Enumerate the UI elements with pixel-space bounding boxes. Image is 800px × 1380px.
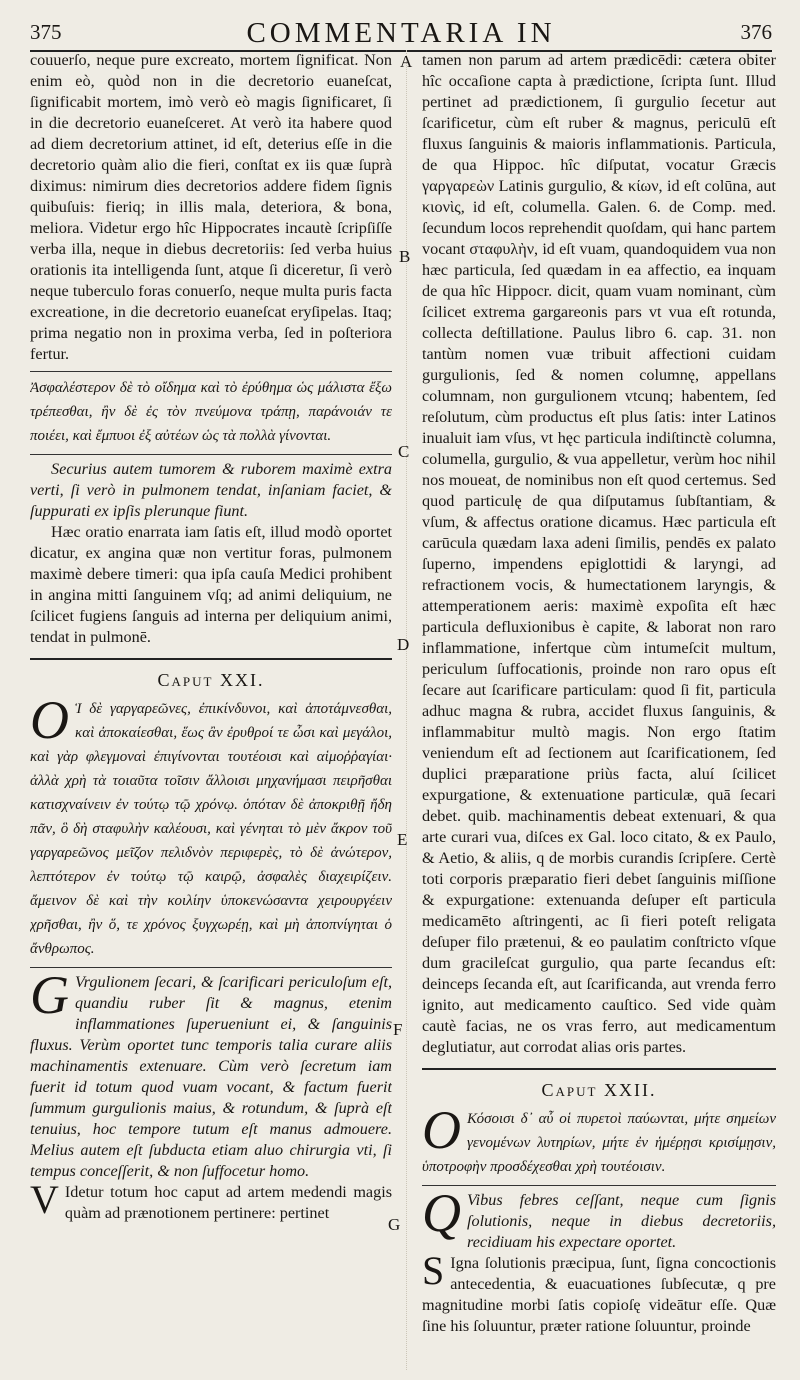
latin-translation — [422, 1183, 776, 1253]
commentary-paragraph — [422, 1248, 776, 1337]
margin-letter-a: A — [400, 52, 413, 71]
section-divider — [30, 454, 392, 455]
right-column — [422, 50, 776, 1370]
left-column — [30, 50, 392, 1370]
page-number-left: 375 — [30, 20, 62, 44]
page-number-right: 376 — [740, 20, 772, 44]
margin-letter-f: F — [393, 1020, 403, 1039]
latin-translation — [30, 965, 392, 1182]
chapter-title: Caput XXI. — [157, 670, 265, 690]
drop-cap: G — [30, 965, 69, 1025]
margin-letter-c: C — [398, 442, 410, 461]
running-title: COMMENTARIA IN — [246, 17, 556, 49]
drop-cap: Q — [422, 1183, 461, 1243]
margin-letter-d: D — [397, 635, 410, 654]
margin-letter-b: B — [399, 247, 411, 266]
greek-text — [422, 1100, 776, 1179]
greek-body: Ἱ δὲ γαργαρεῶνες, ἐπικίνδυνοι, καὶ ἀποτάμνεσθαι, καὶ ἀποκαίεσθαι, ἕως ἂν ἐρυθροί τε ὦσι καὶ μεγάλοι, καὶ γὰρ φλεγμοναὶ ἐπιγίνονται τουτέοισι καὶ αἱμοῤῥαγίαι· ἀλλὰ χρὴ τὰ τοιαῦτα τοῖσιν ἄλλοισι μηχανήμασι πειρῆσθαι κατισχναίνειν ἐν τούτῳ τῷ χρόνῳ. ὁπόταν δὲ ἀποκριθῇ ἤδη πᾶν, ὃ δὴ σταφυλὴν καλέουσι, καὶ γένηται τὸ μὲν ἄκρον τοῦ γαργαρεῶνος μεῖζον πελιδνὸν περιφερὲς, τὸ δὲ ἀνώτερον, λεπτότερον ἐν τούτῳ τῷ καιρῷ, ἀσφαλὲς διαχειρίζειν. ἄμεινον δὲ καὶ τὴν κοιλίην ὑποκενώσαντα χειρουργέειν χρῆσθαι, ἢν ὅ, τε χρόνος ξυγχωρέῃ, καὶ μὴ ἀποπνίγηται ὁ ἄνθρωπος. — [30, 701, 392, 957]
page-header — [30, 16, 772, 52]
section-divider — [30, 371, 392, 372]
translation-body: Vibus febres ceſſant, neque cum ſignis ſolutionis, neque in diebus decretoriis, recidiuam his expectare oportet. — [467, 1191, 776, 1251]
margin-letter-e: E — [397, 830, 408, 849]
chapter-divider — [422, 1068, 776, 1070]
section-divider — [30, 967, 392, 968]
translation-body: Vrgulionem ſecari, & ſcarificari periculoſum eſt, quandiu ruber ſit & magnus, etenim inflammationes ſuperueniunt ei, & ſanguinis fluxus. Verùm oportet tunc temporis talia curare aliis machinamentis extenuare. Cùm verò ſecretum iam fuerit id totum quod vuam vocant, & factum fuerit ſummum gurgulionis maius, & rotundum, & ſuprà eſt tenuius, hoc tempore tutum eſt manus admouere. Melius autem eſt ſubducta etiam aluo chirurgia vti, ſi tempus conceſſerit, & non ſuffocetur homo. — [30, 973, 392, 1180]
commentary-body: Igna ſolutionis præcipua, ſunt, ſigna concoctionis antecedentia, & euacuationes ſubſecutæ, q pre magnitudine morbi ſatis copioſę videātur eſſe. Quæ ſine his ſoluuntur, præter ratione ſoluuntur, proinde — [422, 1254, 776, 1335]
commentary-paragraph: couuerſo, neque pure excreato, mortem ſignificat. Non enim eò, quòd non in die decretorio euaneſcat, ſignificabit mortem, imò verò eò magis ſignificaret, ſi in die decretorio euaneſceret. At verò ita habere quod ad diem decretorium attinet, id eſt, deterius eſſe in die decretorio quàm alio die fieri, conſtat ex iis quæ ſuprà diximus: nimirum dies decretorios addere fidem ſignis quibuſuis: fieriq; in illis mala, deteriora, & bona, meliora. Videtur ergo hîc Hippocrates incautè ſcripſiſſe verba illa, neque in diebus decretoriis: ſed verba huius orationis ita intelligenda ſunt, atque ſi diceretur, ſi verò neque tuberculo foras conuerſo, neque multa puris facta excreatione, in die decretorio euaneſcat eryſipelas. Itaq; prima negatio non in proxima verba, ſed in poſteriora fertur. — [30, 51, 392, 363]
greek-text: Ἀσφαλέστερον δὲ τὸ οἴδημα καὶ τὸ ἐρύθημα ὡς μάλιστα ἔξω τρέπεσθαι, ἢν δὲ ἐς τὸν πνεύμονα τράπῃ, παράνοιάν τε ποιέει, καὶ ἔμπυοι ἐξ αὐτέων ὡς τὰ πολλὰ γίνονται. — [30, 380, 392, 444]
greek-text — [30, 690, 392, 961]
drop-cap: Ο — [422, 1100, 461, 1160]
drop-cap: Ο — [30, 690, 69, 750]
chapter-title: Caput XXII. — [541, 1080, 657, 1100]
latin-translation: Securius autem tumorem & ruborem maximè extra verti, ſi verò in pulmonem tendat, inſaniam faciet, & ſuppurati ex ipſis plerunque fiunt. — [30, 460, 392, 520]
commentary-body: Idetur totum hoc caput ad artem medendi magis quàm ad prænotionem pertinere: pertinet — [64, 1183, 392, 1222]
section-divider — [422, 1185, 776, 1186]
commentary-paragraph — [30, 1177, 392, 1224]
commentary-paragraph: Hæc oratio enarrata iam ſatis eſt, illud modò oportet dicatur, ex angina quæ non vertitur foras, pulmonem maximè debere timeri: qua ipſa cauſa Medici prohibent in angina mitti ſanguinem vſq; ad animi deliquium, ne ſcilicet fugiens ſanguis ad interna per deliquium animi, tendat in pulmonē. — [30, 523, 392, 646]
greek-body: Κόσοισι δ᾽ αὖ οἱ πυρετοὶ παύωνται, μήτε σημείων γενομένων λυτηρίων, μήτε ἐν ἡμέρῃσι κρισίμῃσιν, ὑποτροφὴν προσδέχεσθαι χρὴ τουτέοισιν. — [422, 1111, 776, 1175]
drop-cap: S — [422, 1248, 445, 1293]
drop-cap: V — [30, 1177, 59, 1222]
commentary-paragraph: tamen non parum ad artem prædicēdi: cætera obiter hîc occaſione capta à prædictione, ſcripta ſunt. Illud pertinet ad prædictionem, ſi gurgulio ſecetur aut ſcarificetur, cùm eſt ruber & magnus, periculū eſt fluxus ſanguinis & maioris inflammationis. Particula, de qua Hippoc. hîc diſputat, vocatur Græcis γαργαρεὼν Latinis gurgulio, & κίων, id eſt colūna, aut κιονὶς, id eſt, columella. Galen. 6. de Comp. med. ſecundum locos reprehendit quoſdam, qui hanc partem vocant σταφυλὴν, id eſt vuam, quandoquidem vua non hæc particula, ſed quædam in ea affectio, ea inquam de qua hîc Hippocr. dicit, quam vuam nominant, cùm ſcilicet extrema gargareonis pars vt vua eſt rotunda, collecta deſtillatione. Paulus libro 6. cap. 31. non tantùm nomen vuæ tribuit affectioni cuidam gurgulionis, ſed & nomen columnę, appellans columnam, non gurgulionem vtcunq; habentem, ſed reſolutum, cùm productus eſt plus ſatis: inter Latinos inualuit iam vſus, vt hęc particula indiſtinctè columna, columella, gurgulio, & vua appelletur, verùm hoc nihil nos moueat, de nominibus non eſt quod certemus. Sed quod particulę de qua diſputamus ſubſtantiam, & vſum, & affectus oratione dicamus. Hæc particula eſt carūcula quædam laxa adeni ſimilis, pendēs ex palato ſuperno, impendens epiglottidi & laryngi, ad refractionem vocis, & humectationem laryngis, & attemperationem aeris: maximè expoſita eſt hæc particula defluxionibus è capite, & laborat non raro inflammatione, infertque cùm intumeſcit multum, periculum ſuffocationis, proinde non raro opus eſt ſecare aut ſcarificare particulam: quod ſi fit, particula adhuc magna & rubra, accidet fluxus ſanguinis, & inflammabitur multò magis. Non ergo ſtatim veniendum eſt ad ſectionem aut ſcarificationem, ſed duplici præparatione priùs facta, aluí ſcilicet expurgatione, & extenuatione particulæ, quā ſecari debet. quib. machinamentis debeat extenuari, & qua arte curari vua, diſces ex Gal. loco citato, & ex Paulo, & Aetio, & aliis, q de morbis curandis ſcripſere. Certè toti corporis præparatio fieri debet ſanguinis miſſione & expurgatione: extenuanda deſuper eſt particula medicamēto aſtringenti, ac ſi fieri poteſt religata deſuper filo prætenui, & eo paulatim conſtricto vſque dum gracileſcat gurgulio, qua parte ſecandus eſt: deinceps ſecanda eſt, aut ſcarificanda, aut vrenda ferro ignito, aut medicamento cauſtico. Sed vide quàm cautè facias, ne os vras ferro, aut medicamentum deglutiatur, aut corrodat alias oris partes. — [422, 51, 776, 1056]
chapter-divider — [30, 658, 392, 660]
margin-letter-g: G — [388, 1215, 401, 1234]
